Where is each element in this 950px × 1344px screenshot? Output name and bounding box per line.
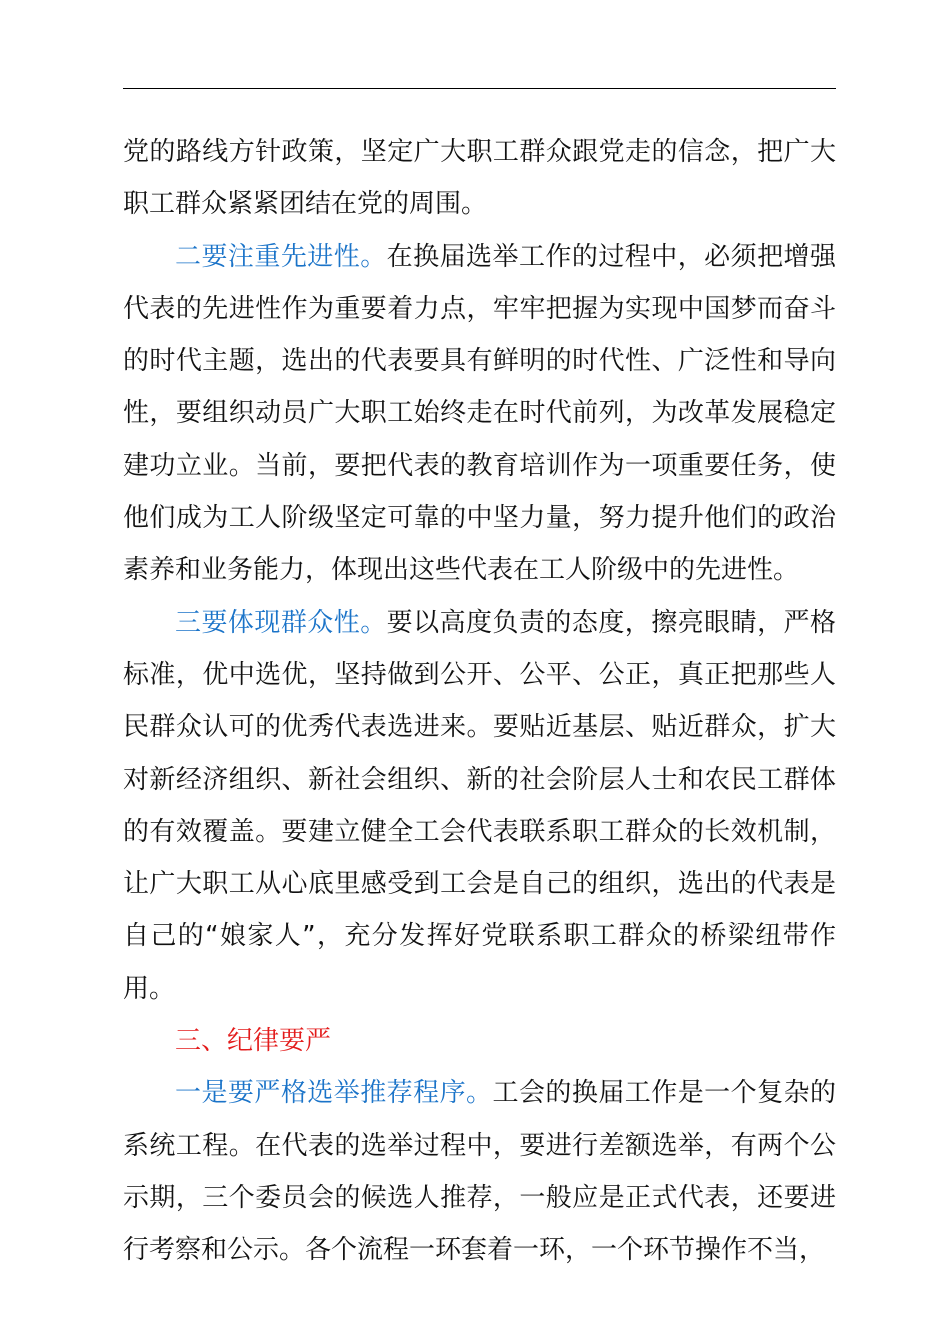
document-body <box>123 126 836 1277</box>
paragraph-2-heading: 二要注重先进性。 <box>175 241 387 272</box>
paragraph-4-text: 工会的换届工作是一个复杂的系统工程。在代表的选举过程中，要进行差额选举，有两个公示期，三个委员会的候选人推荐，一般应是正式代表，还要进行考察和公示。各个流程一环套着一环，一个环节操作不当， <box>123 1078 836 1266</box>
paragraph-4 <box>123 1067 836 1276</box>
header-rule <box>123 88 836 89</box>
paragraph-2-text: 在换届选举工作的过程中，必须把增强代表的先进性作为重要着力点，牢牢把握为实现中国梦而奋斗的时代主题，选出的代表要具有鲜明的时代性、广泛性和导向性，要组织动员广大职工始终走在时代前列，为改革发展稳定建功立业。当前，要把代表的教育培训作为一项重要任务，使他们成为工人阶级坚定可靠的中坚力量，努力提升他们的政治素养和业务能力，体现出这些代表在工人阶级中的先进性。 <box>123 241 836 586</box>
paragraph-2 <box>123 231 836 597</box>
paragraph-1 <box>123 126 836 231</box>
section-heading-text: 三、纪律要严 <box>175 1026 332 1057</box>
paragraph-3 <box>123 597 836 1015</box>
paragraph-1-text: 党的路线方针政策，坚定广大职工群众跟党走的信念，把广大职工群众紧紧团结在党的周围。 <box>123 137 836 220</box>
paragraph-3-heading: 三要体现群众性。 <box>175 607 387 638</box>
section-heading <box>123 1015 836 1067</box>
paragraph-3-text: 要以高度负责的态度，擦亮眼睛，严格标准，优中选优，坚持做到公开、公平、公正，真正把那些人民群众认可的优秀代表选进来。要贴近基层、贴近群众，扩大对新经济组织、新社会组织、新的社会阶层人士和农民工群体的有效覆盖。要建立健全工会代表联系职工群众的长效机制，让广大职工从心底里感受到工会是自己的组织，选出的代表是自己的“娘家人”，充分发挥好党联系职工群众的桥梁纽带作用。 <box>123 607 836 1004</box>
paragraph-4-heading: 一是要严格选举推荐程序。 <box>175 1078 493 1109</box>
